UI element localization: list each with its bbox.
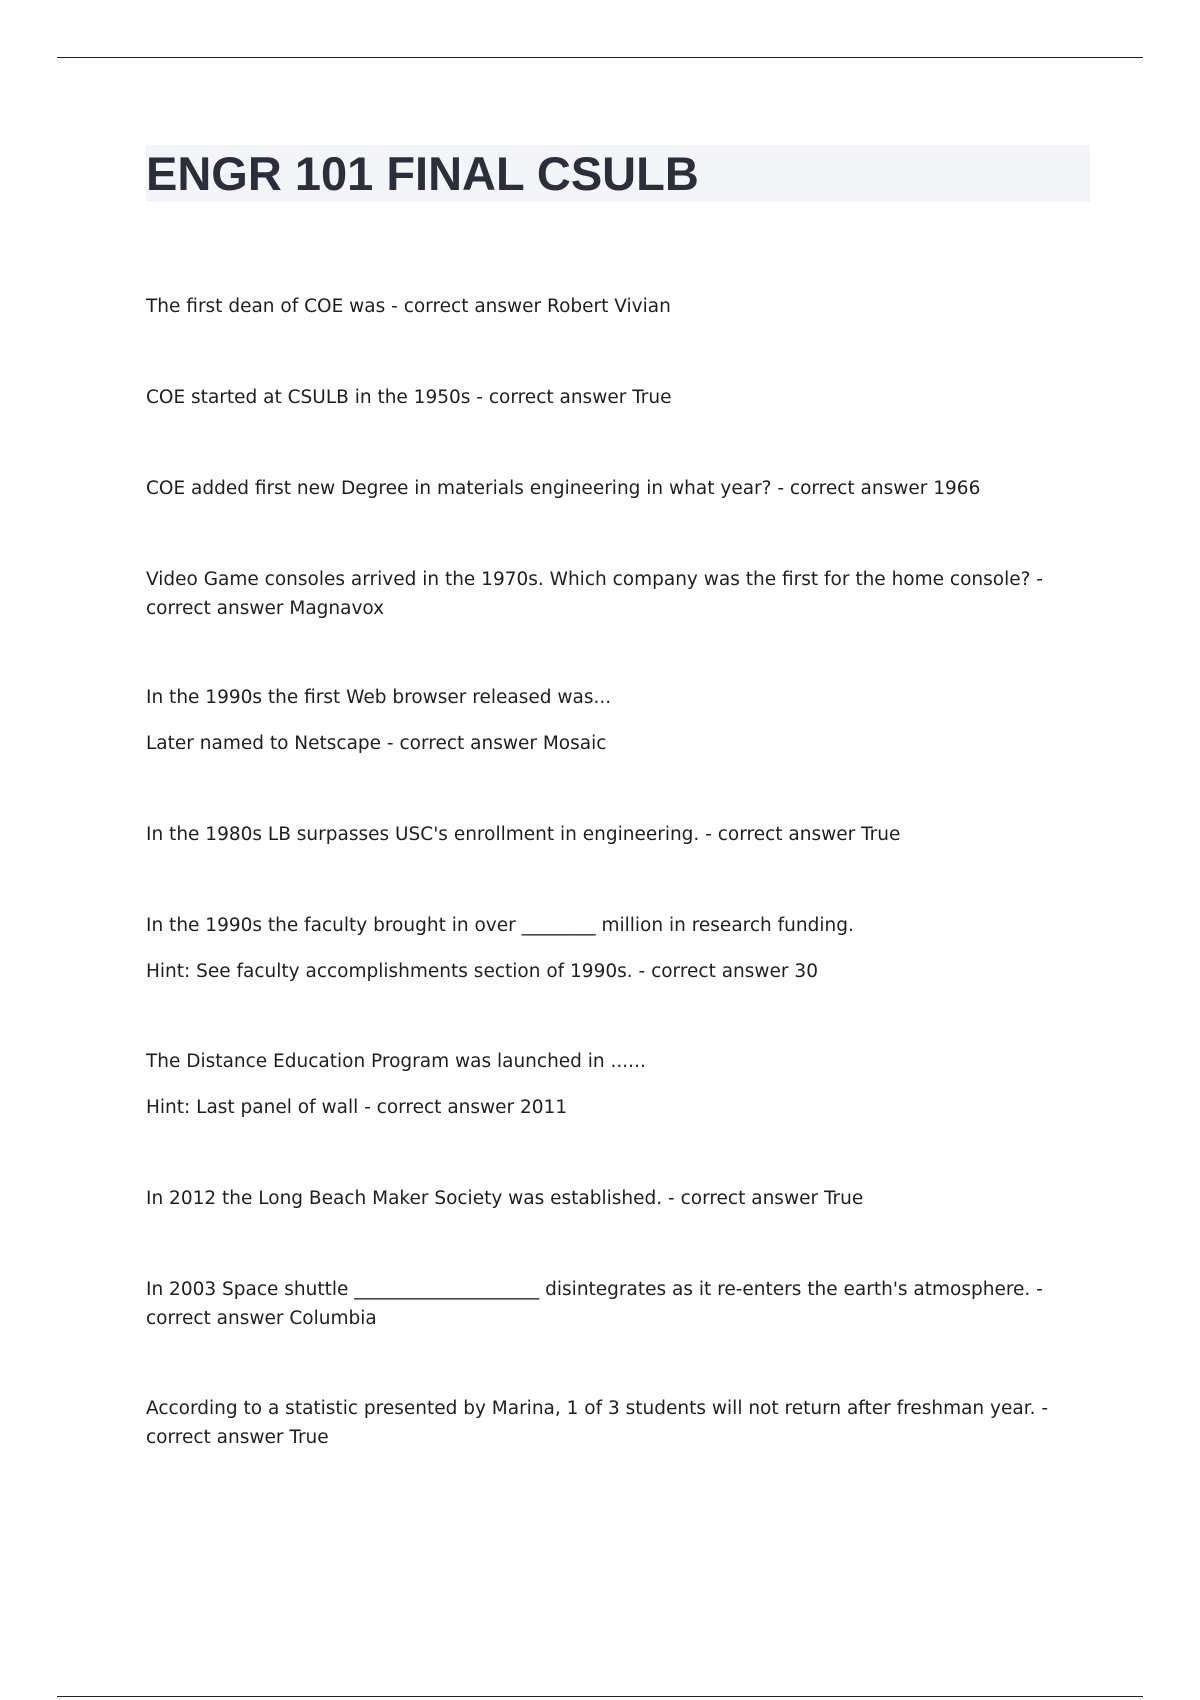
qa-item: [146, 1047, 1091, 1122]
qa-text: The first dean of COE was - correct answer Robert Vivian: [146, 296, 671, 317]
qa-item: [146, 683, 1091, 758]
qa-item: [146, 820, 1091, 849]
qa-text: Later named to Netscape - correct answer Mosaic: [146, 733, 607, 754]
qa-text: Video Game consoles arrived in the 1970s. Which company was the first for the home console? - correct answer Magnavox: [146, 569, 1043, 619]
qa-text: According to a statistic presented by Marina, 1 of 3 students will not return after freshman year. - correct answer True: [146, 1398, 1049, 1448]
qa-text: COE added first new Degree in materials engineering in what year? - correct answer 1966: [146, 478, 981, 499]
qa-text: Hint: See faculty accomplishments section of 1990s. - correct answer 30: [146, 961, 818, 982]
document-title: ENGR 101 FINAL CSULB: [146, 147, 699, 200]
footer-rule: [57, 1696, 1143, 1697]
qa-text: The Distance Education Program was launched in ......: [146, 1051, 646, 1072]
qa-item: [146, 1275, 1091, 1333]
qa-text: In the 1980s LB surpasses USC's enrollment in engineering. - correct answer True: [146, 824, 901, 845]
qa-item: [146, 1184, 1091, 1213]
header-rule: [57, 57, 1143, 58]
qa-item: [146, 911, 1091, 986]
qa-item: [146, 474, 1091, 503]
qa-text: Hint: Last panel of wall - correct answer 2011: [146, 1097, 568, 1118]
qa-text: In 2003 Space shuttle ____________________ disintegrates as it re-enters the earth's atmosphere. - correct answer Columbia: [146, 1279, 1043, 1329]
qa-text: In 2012 the Long Beach Maker Society was established. - correct answer True: [146, 1188, 864, 1209]
qa-text: In the 1990s the faculty brought in over ________ million in research funding.: [146, 915, 854, 936]
qa-item: [146, 383, 1091, 412]
qa-item: [146, 565, 1091, 623]
qa-item: [146, 1394, 1091, 1452]
qa-text: In the 1990s the first Web browser released was...: [146, 687, 612, 708]
qa-item: [146, 292, 1091, 321]
qa-text: COE started at CSULB in the 1950s - correct answer True: [146, 387, 672, 408]
